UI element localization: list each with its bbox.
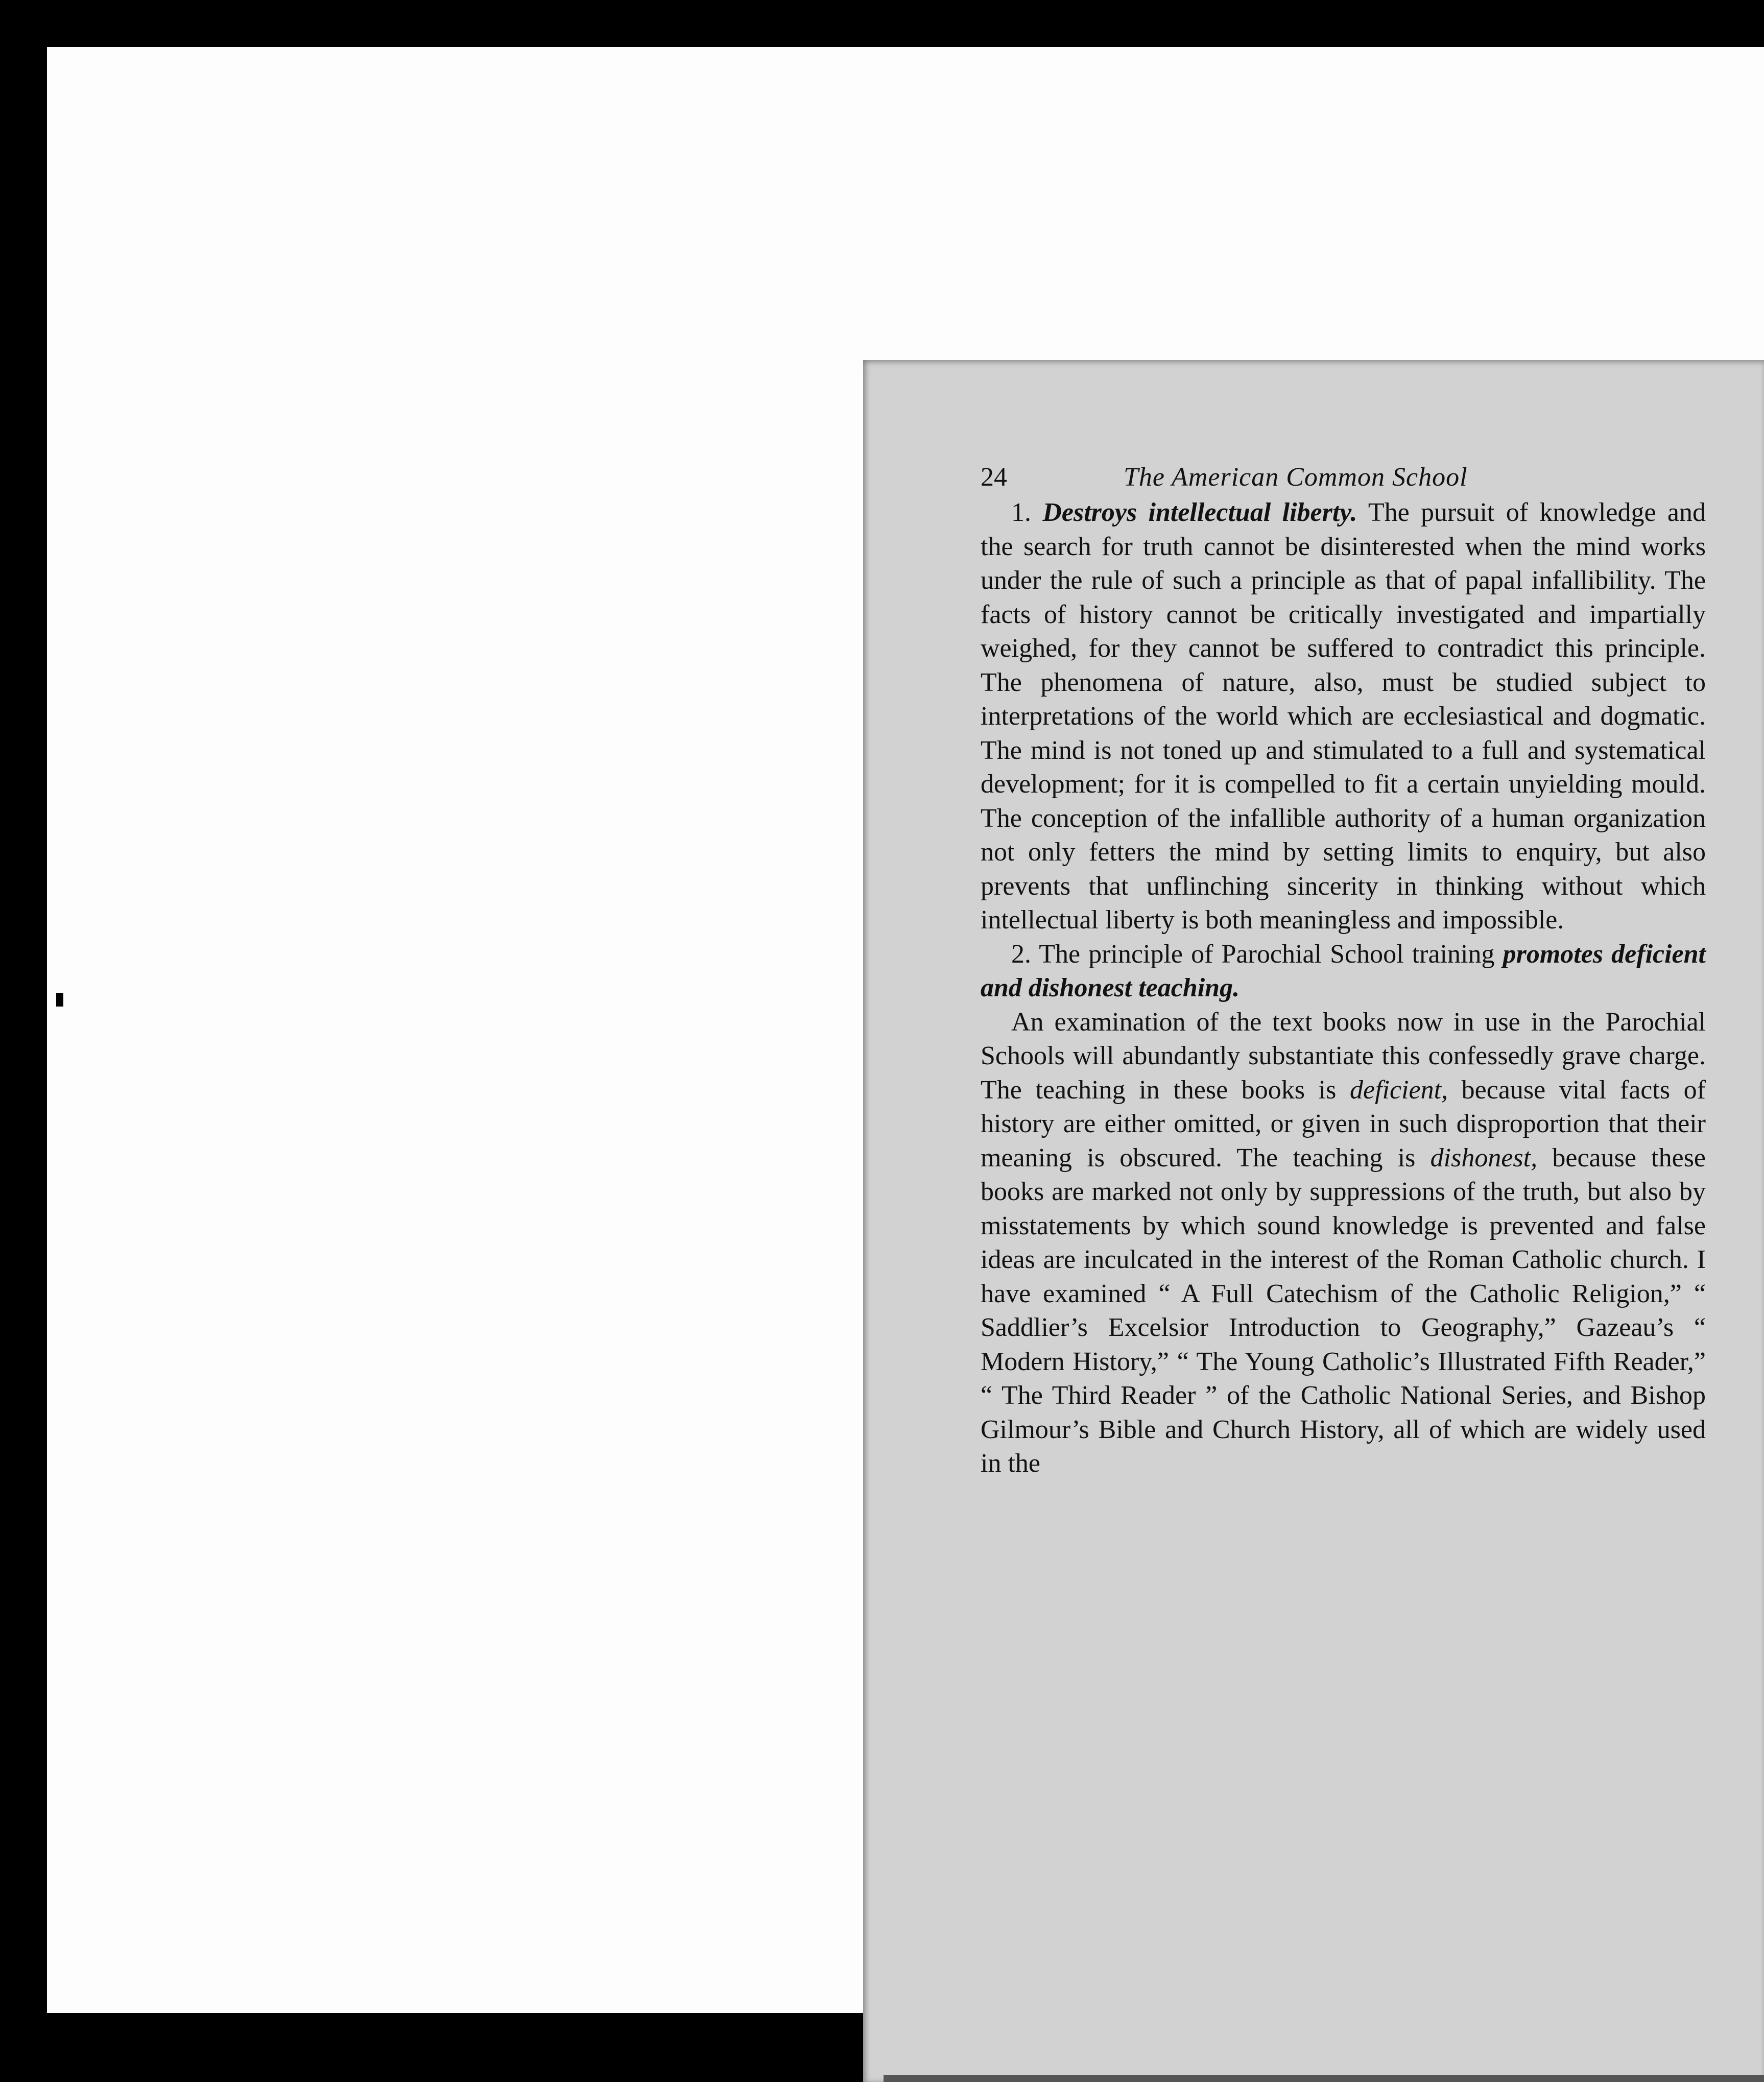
running-head bbox=[981, 462, 1706, 496]
paragraph-1-number: 1. bbox=[1011, 498, 1031, 527]
paragraph-3-text-3: because these books are marked not only by suppressions of the truth, but also by misstatements by which sound knowledge is prevented and false ideas are inculcated in the interest of the Roman Catholic church. I have examined “ A Full Catechism of the Catholic Religion,” “ Saddlier’s Excelsior Introduction to Geography,” Gazeau’s “ Modern History,” “ The Young Catholic’s Illustrated Fifth Reader,” “ The Third Reader ” of the Catholic National Series, and Bishop Gilmour’s Bible and Church History, all of which are widely used in the bbox=[981, 1143, 1706, 1478]
paragraph-1-text: The pursuit of knowledge and the search for truth cannot be disinterested when the mind works under the rule of such a principle as that of papal infallibility. The facts of history cannot be critically investigated and impartially weighed, for they cannot be suffered to contradict this principle. The phenomena of nature, also, must be studied subject to interpretations of the world which are ecclesiastical and dogmatic. The mind is not toned up and stimulated to a full and systematical development; for it is compelled to fit a certain unyielding mould. The conception of the infallible authority of a human organization not only fetters the mind by setting limits to enquiry, but also prevents that unflinching sincerity in thinking without which intellectual liberty is both meaningless and impossible. bbox=[981, 498, 1706, 935]
running-title: The American Common School bbox=[1124, 463, 1468, 492]
paragraph-3-emphasis-1: deficient, bbox=[1349, 1075, 1448, 1105]
paragraph-2 bbox=[981, 938, 1706, 1006]
paragraph-3 bbox=[981, 1006, 1706, 1481]
book-page bbox=[863, 360, 1764, 2082]
paragraph-2-emphasis: promotes deficient and dishonest teaching. bbox=[981, 939, 1706, 1002]
paragraph-2-lead: The principle of Parochial School training bbox=[1039, 939, 1495, 969]
paragraph-1 bbox=[981, 496, 1706, 938]
page-content bbox=[981, 462, 1706, 1481]
paragraph-3-text-1: An examination of the text books now in use in the Parochial Schools will abundantly substantiate this confessedly grave charge. The teaching in these books is bbox=[981, 1007, 1706, 1105]
paragraph-2-number: 2. bbox=[1011, 939, 1031, 969]
page-number: 24 bbox=[981, 463, 1007, 492]
paragraph-3-text-2: because vital facts of history are either omitted, or given in such disproportion that their meaning is obscured. The teaching is bbox=[981, 1075, 1706, 1172]
scan-edge-mark bbox=[56, 993, 63, 1007]
paragraph-1-heading: Destroys intellectual liberty. bbox=[1042, 498, 1357, 527]
body-text bbox=[981, 496, 1706, 1481]
paragraph-3-emphasis-2: dishonest, bbox=[1430, 1143, 1538, 1172]
